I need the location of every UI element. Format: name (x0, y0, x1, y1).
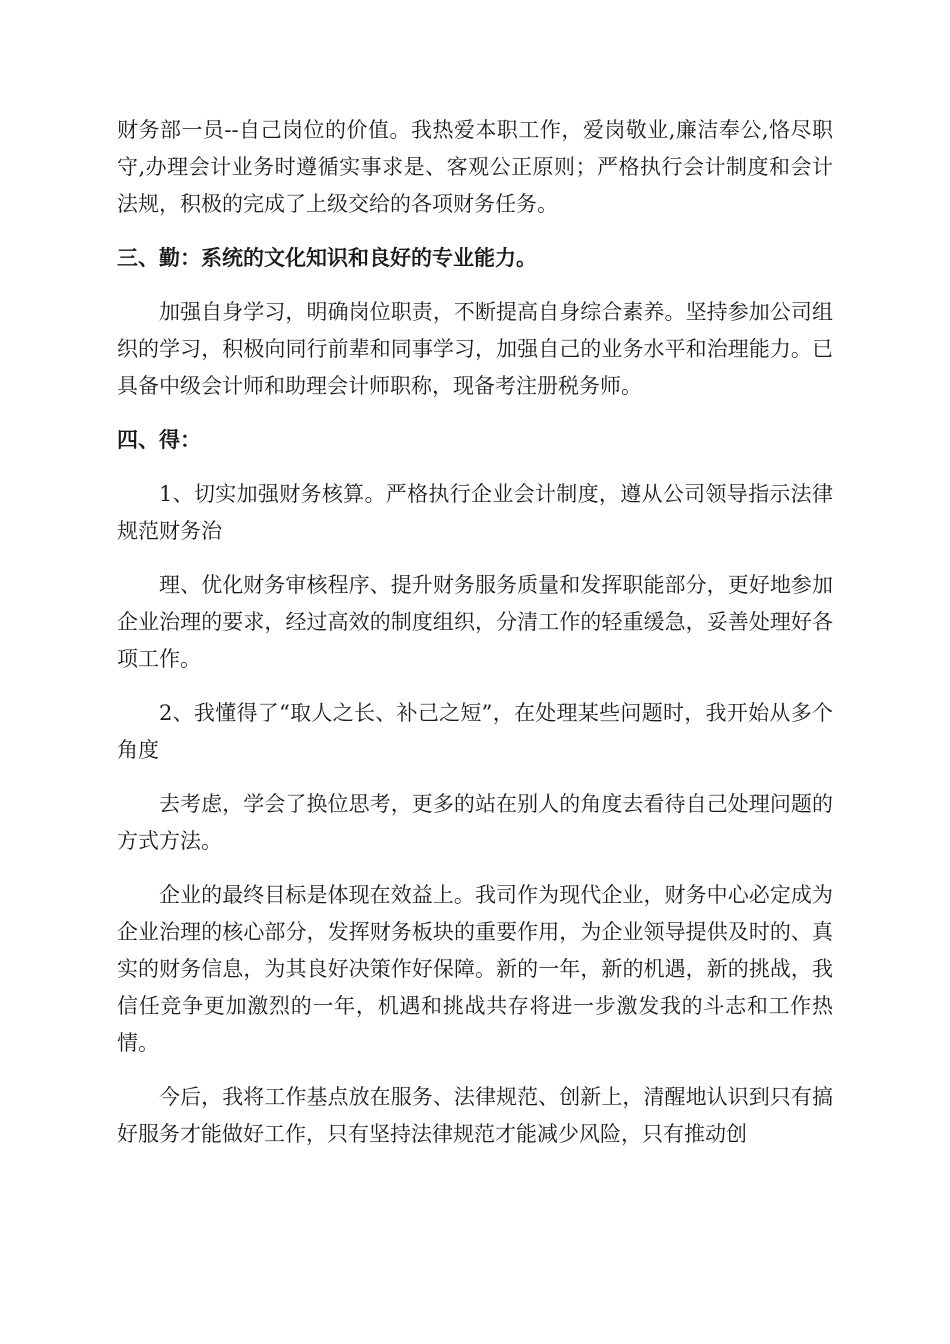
paragraph-gain-1: 1、切实加强财务核算。严格执行企业会计制度，遵从公司领导指示法律规范财务治 (117, 482, 833, 543)
paragraph-study: 加强自身学习，明确岗位职责，不断提高自身综合素养。坚持参加公司组织的学习，积极向同行前辈和同事学习，加强自己的业务水平和治理能力。已具备中级会计师和助理会计师职称，现备考注册税务师。 (117, 300, 833, 398)
paragraph-future: 今后，我将工作基点放在服务、法律规范、创新上，清醒地认识到只有搞好服务才能做好工作，只有坚持法律规范才能减少风险，只有推动创 (117, 1085, 833, 1146)
section-heading-gains: 四、得： (117, 428, 201, 452)
document-page (117, 112, 833, 1170)
paragraph-gain-1-cont: 理、优化财务审核程序、提升财务服务质量和发挥职能部分，更好地参加企业治理的要求，经过高效的制度组织，分清工作的轻重缓急，妥善处理好各项工作。 (117, 573, 833, 671)
paragraph-gain-2: 2、我懂得了“取人之长、补己之短”，在处理某些问题时，我开始从多个角度 (117, 701, 833, 762)
section-heading-diligence: 三、勤：系统的文化知识和良好的专业能力。 (117, 246, 537, 270)
paragraph-intro: 财务部一员--自己岗位的价值。我热爱本职工作，爱岗敬业,廉洁奉公,恪尽职守,办理会计业务时遵循实事求是、客观公正原则；严格执行会计制度和会计法规，积极的完成了上级交给的各项财务任务。 (117, 118, 833, 216)
paragraph-gain-2-cont: 去考虑，学会了换位思考，更多的站在别人的角度去看待自己处理问题的方式方法。 (117, 792, 833, 853)
paragraph-enterprise-goal: 企业的最终目标是体现在效益上。我司作为现代企业，财务中心必定成为企业治理的核心部分，发挥财务板块的重要作用，为企业领导提供及时的、真实的财务信息，为其良好决策作好保障。新的一年，新的机遇，新的挑战，我信任竞争更加激烈的一年，机遇和挑战共存将进一步激发我的斗志和工作热情。 (117, 883, 833, 1055)
